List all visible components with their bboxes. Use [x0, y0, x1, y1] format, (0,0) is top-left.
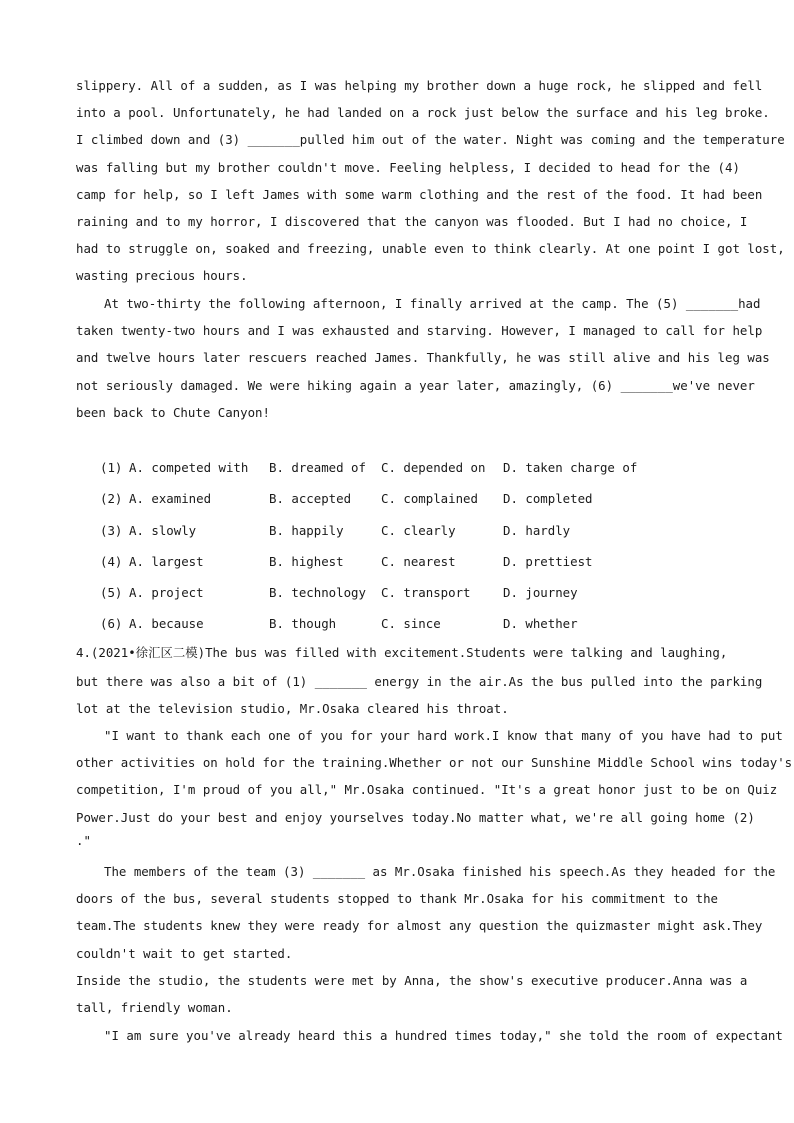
text-line: was falling but my brother couldn't move. Feeling helpless, I decided to head for the (4) — [76, 159, 740, 175]
option-c: C. clearly — [381, 523, 456, 538]
text-line: lot at the television studio, Mr.Osaka cleared his throat. — [76, 701, 509, 717]
option-a: A. competed with — [129, 460, 249, 475]
option-a: A. project — [129, 585, 204, 600]
option-c: C. complained — [381, 491, 478, 506]
question-number: (6) — [100, 616, 123, 631]
text-line: been back to Chute Canyon! — [76, 404, 270, 420]
option-a: A. largest — [129, 554, 204, 569]
text-line: into a pool. Unfortunately, he had landed on a rock just below the surface and his leg broke. — [76, 105, 770, 121]
option-d: D. journey — [503, 585, 578, 600]
question-number: (4) — [100, 554, 123, 569]
text-line: I climbed down and (3) _______pulled him out of the water. Night was coming and the temperature — [76, 132, 785, 148]
passage3-paragraph-2 — [76, 290, 770, 426]
text-line: doors of the bus, several students stopped to thank Mr.Osaka for his commitment to the — [76, 891, 718, 907]
passage4-paragraph-5 — [76, 1022, 783, 1049]
text-line: raining and to my horror, I discovered that the canyon was flooded. But I had no choice, I — [76, 213, 748, 229]
text-line: but there was also a bit of (1) _______ energy in the air.As the bus pulled into the parking — [76, 674, 763, 689]
option-d: D. completed — [503, 491, 593, 506]
text-line: other activities on hold for the training.Whether or not our Sunshine Middle School wins today's — [76, 755, 793, 771]
option-a: A. examined — [129, 491, 212, 506]
text-line: "I am sure you've already heard this a hundred times today," she told the room of expectant — [104, 1028, 783, 1043]
question-number: (3) — [100, 523, 123, 538]
option-b: B. technology — [269, 585, 366, 600]
text-line: ." — [76, 832, 91, 848]
option-d: D. whether — [503, 616, 578, 631]
passage4-paragraph-3 — [76, 858, 776, 967]
option-c: C. since — [381, 616, 441, 631]
text-line: "I want to thank each one of you for your hard work.I know that many of you have had to put — [104, 728, 783, 743]
text-line: had to struggle on, soaked and freezing, unable even to think clearly. At one point I got lost, — [76, 241, 785, 257]
option-b: B. happily — [269, 523, 344, 538]
option-d: D. hardly — [503, 523, 571, 538]
option-b: B. highest — [269, 554, 344, 569]
option-d: D. taken charge of — [503, 460, 638, 475]
option-c: C. depended on — [381, 460, 486, 475]
passage4-paragraph-4 — [76, 967, 748, 1021]
text-line: slippery. All of a sudden, as I was helping my brother down a huge rock, he slipped and fell — [76, 78, 763, 93]
text-line: wasting precious hours. — [76, 268, 248, 284]
text-line: and twelve hours later rescuers reached James. Thankfully, he was still alive and his leg was — [76, 350, 770, 366]
text-line: At two-thirty the following afternoon, I finally arrived at the camp. The (5) _______had — [104, 296, 761, 311]
option-a: A. because — [129, 616, 204, 631]
text-line: not seriously damaged. We were hiking again a year later, amazingly, (6) _______we've never — [76, 377, 755, 393]
text-line: couldn't wait to get started. — [76, 945, 293, 961]
text-line: Power.Just do your best and enjoy yourselves today.No matter what, we're all going home (2) — [76, 809, 755, 825]
question-number: (5) — [100, 585, 123, 600]
option-d: D. prettiest — [503, 554, 593, 569]
option-b: B. dreamed of — [269, 460, 366, 475]
option-a: A. slowly — [129, 523, 197, 538]
option-b: B. accepted — [269, 491, 352, 506]
passage4-paragraph-2 — [76, 722, 793, 851]
question-number: (2) — [100, 491, 123, 506]
question-number: (1) — [100, 460, 123, 475]
text-line: taken twenty-two hours and I was exhausted and starving. However, I managed to call for help — [76, 323, 763, 339]
text-line: Inside the studio, the students were met by Anna, the show's executive producer.Anna was a — [76, 973, 748, 988]
text-line: The members of the team (3) _______ as Mr.Osaka finished his speech.As they headed for the — [104, 864, 776, 879]
passage4-paragraph-1 — [76, 668, 763, 722]
option-b: B. though — [269, 616, 337, 631]
text-line: team.The students knew they were ready for almost any question the quizmaster might ask.They — [76, 918, 763, 934]
text-line: tall, friendly woman. — [76, 1000, 233, 1016]
option-c: C. nearest — [381, 554, 456, 569]
question-4-header: 4.(2021•徐汇区二模)The bus was filled with excitement.Students were talking and laughing, — [76, 645, 728, 660]
option-c: C. transport — [381, 585, 471, 600]
text-line: camp for help, so I left James with some warm clothing and the rest of the food. It had been — [76, 186, 763, 202]
text-line: competition, I'm proud of you all," Mr.Osaka continued. "It's a great honor just to be on Quiz — [76, 782, 778, 798]
passage3-paragraph-1 — [76, 72, 785, 290]
